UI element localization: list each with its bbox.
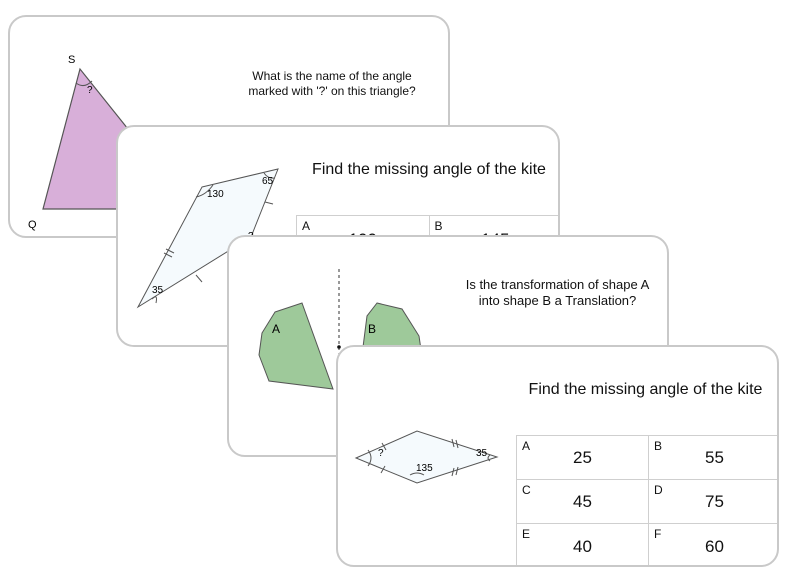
option-letter: D bbox=[654, 483, 663, 497]
option-value: 40 bbox=[573, 537, 592, 556]
option-value: 60 bbox=[705, 537, 724, 556]
question-text: What is the name of the angle marked with '?' on this triangle? bbox=[248, 69, 416, 98]
slide-card-kite-2[interactable] bbox=[336, 345, 779, 567]
angle-label-135: 135 bbox=[416, 463, 433, 474]
option-letter: A bbox=[302, 219, 311, 233]
answer-option-c[interactable] bbox=[517, 480, 649, 524]
shape-label-a: A bbox=[272, 322, 281, 336]
answer-option-e[interactable] bbox=[517, 524, 649, 567]
angle-label-missing: ? bbox=[378, 448, 384, 459]
answer-option-a[interactable] bbox=[517, 436, 649, 480]
shape-label-b: B bbox=[368, 322, 377, 336]
option-letter: F bbox=[654, 527, 662, 541]
answer-option-d[interactable] bbox=[649, 480, 779, 524]
answer-option-f[interactable] bbox=[649, 524, 779, 567]
angle-label-35: 35 bbox=[152, 285, 164, 296]
shape-a bbox=[259, 303, 333, 389]
angle-label-35: 35 bbox=[476, 448, 488, 459]
angle-label-130: 130 bbox=[207, 189, 224, 200]
option-value: 25 bbox=[573, 448, 592, 467]
angle-label-65: 65 bbox=[262, 176, 274, 187]
answer-grid bbox=[516, 435, 779, 567]
angle-question-mark: ? bbox=[87, 85, 93, 96]
option-value: 75 bbox=[705, 492, 724, 511]
option-value: 45 bbox=[573, 492, 592, 511]
question-text: Is the transformation of shape A into shape B a Translation? bbox=[465, 277, 650, 308]
vertex-label-q: Q bbox=[28, 219, 37, 231]
option-letter: B bbox=[654, 439, 663, 453]
option-letter: C bbox=[522, 483, 531, 497]
question-text: Find the missing angle of the kite bbox=[312, 161, 546, 178]
question-text: Find the missing angle of the kite bbox=[528, 381, 763, 398]
answer-option-b[interactable] bbox=[649, 436, 779, 480]
option-value: 55 bbox=[705, 448, 724, 467]
option-letter: E bbox=[522, 527, 531, 541]
option-letter: A bbox=[522, 439, 531, 453]
option-letter: B bbox=[434, 219, 443, 233]
vertex-label-s: S bbox=[68, 54, 76, 66]
